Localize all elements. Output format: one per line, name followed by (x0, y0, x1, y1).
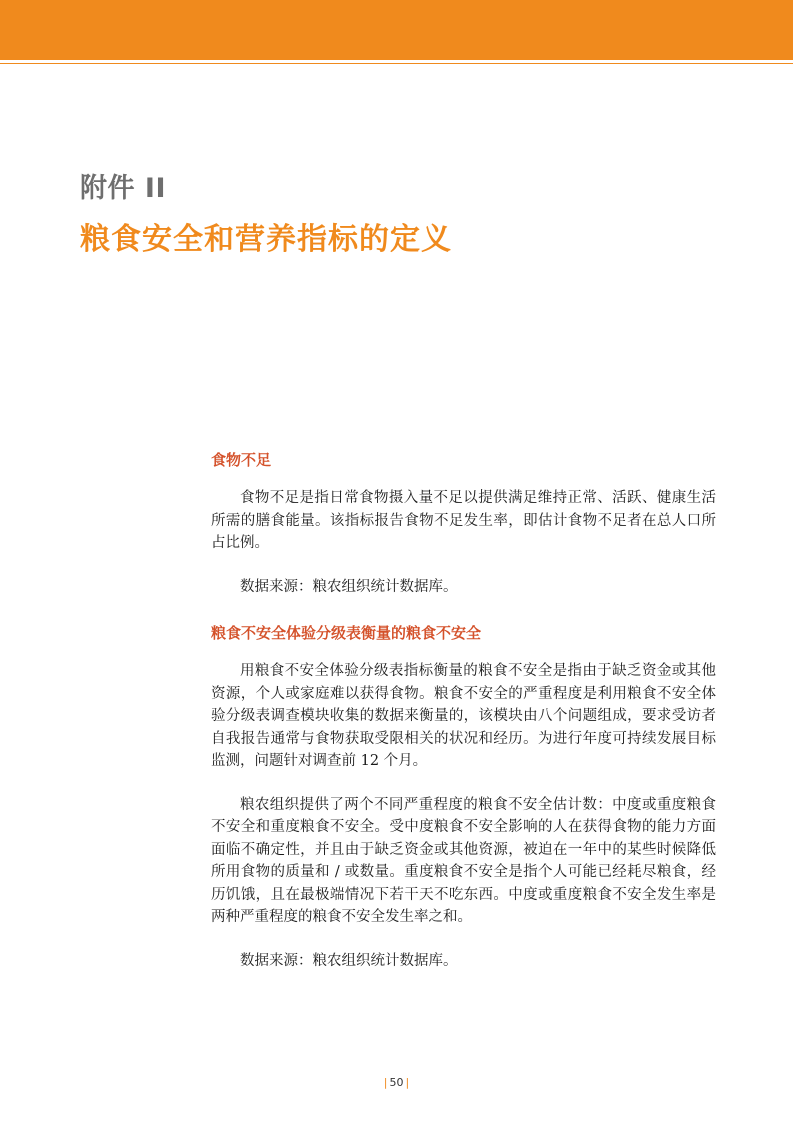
main-content (211, 449, 716, 972)
paragraph: 用粮食不安全体验分级表指标衡量的粮食不安全是指由于缺乏资金或其他资源，个人或家庭难以获得食物。粮食不安全的严重程度是利用粮食不安全体验分级表调查模块收集的数据来衡量的，该模块由八个问题组成，要求受访者自我报告通常与食物获取受限相关的状况和经历。为进行年度可持续发展目标监测，问题针对调查前 12 个月。 (211, 663, 716, 769)
header-band (0, 0, 793, 60)
annex-label: 附件 II (80, 173, 166, 204)
paragraph: 食物不足是指日常食物摄入量不足以提供满足维持正常、活跃、健康生活所需的膳食能量。该指标报告食物不足发生率，即估计食物不足者在总人口所占比例。 (211, 490, 716, 551)
data-source: 数据来源：粮农组织统计数据库。 (240, 578, 458, 595)
page-number-right-bar: | (405, 1076, 410, 1089)
section-heading: 粮食不安全体验分级表衡量的粮食不安全 (211, 624, 482, 642)
section-heading: 食物不足 (211, 451, 272, 469)
header-rule (0, 63, 793, 64)
paragraph: 粮农组织提供了两个不同严重程度的粮食不安全估计数：中度或重度粮食不安全和重度粮食不安全。受中度粮食不安全影响的人在获得食物的能力方面面临不确定性，并且由于缺乏资金或其他资源，被迫在一年中的某些时候降低所用食物的质量和 / 或数量。重度粮食不安全是指个人可能已经耗尽粮食，经历饥饿，且在最极端情况下若干天不吃东西。中度或重度粮食不安全发生率是两种严重程度的粮食不安全发生率之和。 (211, 796, 716, 925)
page-number (0, 1076, 793, 1089)
page-title: 粮食安全和营养指标的定义 (80, 222, 452, 257)
section-undernourishment (211, 449, 716, 598)
data-source: 数据来源：粮农组织统计数据库。 (240, 952, 458, 969)
page-number-left-bar: | (383, 1076, 388, 1089)
section-fies-food-insecurity (211, 622, 716, 972)
page-number-value: 50 (389, 1076, 404, 1089)
